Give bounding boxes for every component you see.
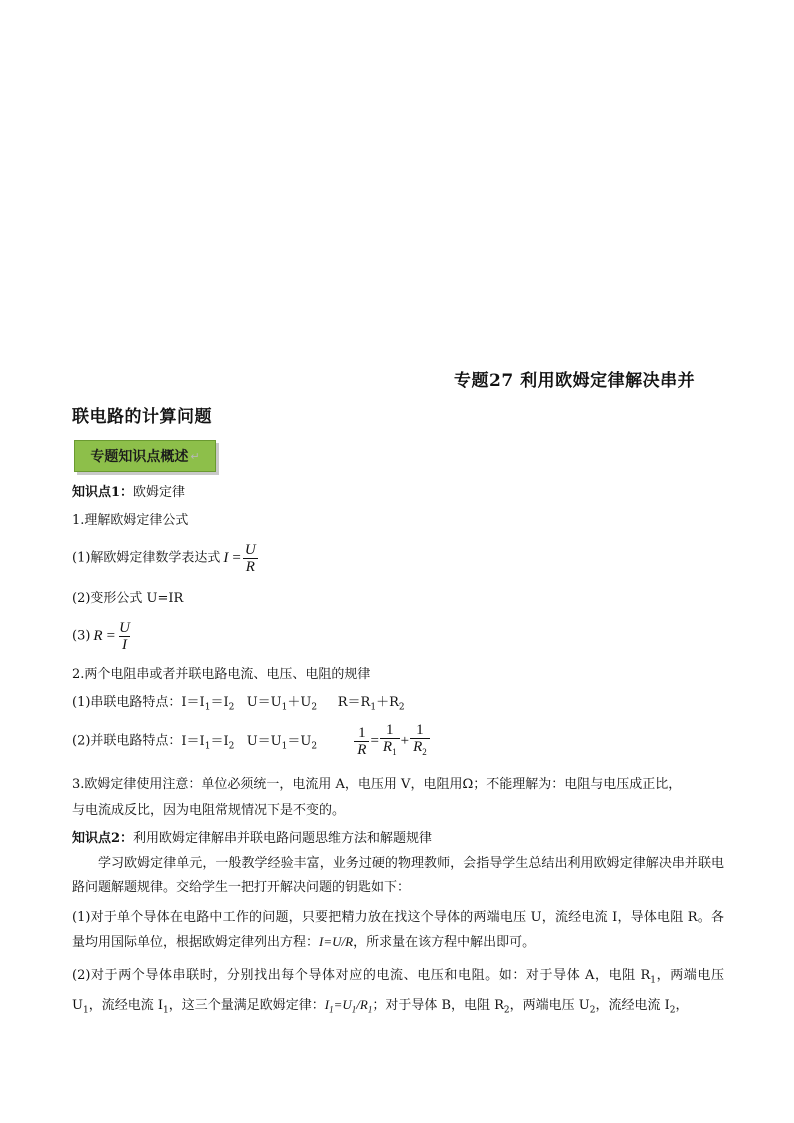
fraction-1-over-r1: $\frac{1}{R_1}$ [380, 722, 400, 760]
equals-sign: = [106, 628, 116, 644]
section-badge-label: 专题知识点概述 [90, 449, 189, 465]
document-title-line1: 专题27 利用欧姆定律解决串并 [454, 371, 696, 391]
equals-sign: = [370, 733, 379, 749]
parallel-label: (2)并联电路特点： [72, 733, 182, 749]
kp2-label: 知识点2： [72, 831, 134, 846]
kp2-point2: (2)对于两个导体串联时，分别找出每个导体对应的电流、电压和电阻。如：对于导体 A，电阻 $R_1$，两端电压 $U_1$，流经电流 $I_1$，这三个量满足欧姆定律：$I_1=U_1/R_1$；对于导体 B，电阻 $R_2$，两端电压 $U_2$，流经电流 $I_2$， [72, 968, 724, 1016]
kp1-item1: 1.理解欧姆定律公式 [72, 513, 189, 528]
series-rules [72, 694, 405, 717]
document-title-line2: 联电路的计算问题 [72, 407, 212, 427]
ohm-equation-a: $I_1=U_1/R_1$ [324, 996, 373, 1015]
series-label: (1)串联电路特点： [72, 695, 182, 710]
plus-sign: + [400, 733, 410, 749]
formula-lhs: I [223, 550, 229, 566]
formula-lhs: R [93, 628, 103, 644]
fraction-u-over-r [242, 542, 259, 575]
paragraph-mark: ↵ [190, 449, 200, 463]
kp1-label: 知识点1： [72, 485, 134, 500]
kp1-item2: 2.两个电阻串或者并联电路电流、电压、电阻的规律 [72, 667, 371, 682]
ohm-equation: I=U/R [319, 934, 354, 949]
fraction-numerator: U [119, 619, 130, 636]
parallel-voltage-rule: $U=U_1=U_2$ [246, 733, 318, 752]
series-resistance-rule: $R=R_1+R_2$ [337, 695, 405, 713]
kp1-item1c [72, 618, 133, 655]
fraction-1-over-r: $\frac{1}{R}$ [354, 725, 369, 758]
kp2-point1: (1)对于单个导体在电路中工作的问题，只要把精力放在找这个导体的两端电压 U，流经电流 I，导体电阻 R。各量均用国际单位，根据欧姆定律列出方程：I=U/R，所求量在该方程中解出即可。 [72, 910, 724, 950]
fraction-1-over-r2: $\frac{1}{R_2}$ [410, 722, 430, 760]
kp1-item1a-text: (1)解欧姆定律数学表达式 [72, 550, 221, 566]
fraction-denominator: R [243, 558, 258, 575]
kp1-text: 欧姆定律 [133, 485, 186, 500]
kp1-item1b: (2)变形公式 U=IR [72, 591, 184, 606]
fraction-numerator: U [244, 541, 256, 558]
parallel-resistance-formula [354, 722, 429, 758]
kp1-item1a [72, 540, 259, 577]
kp1-item3-line1: 3.欧姆定律使用注意：单位必须统一，电流用 A，电压用 V，电阻用Ω；不能理解为：电阻与电压成正比， [72, 777, 682, 792]
series-voltage-rule: $U=U_1+U_2$ [246, 695, 318, 713]
kp2-heading [72, 830, 432, 848]
kp2-intro: 学习欧姆定律单元，一般教学经验丰富，业务过硬的物理教师，会指导学生总结出利用欧姆定律解决串并联电路问题解题规律。交给学生一把打开解决问题的钥匙如下： [72, 856, 724, 895]
fraction-denominator: I [119, 636, 130, 653]
parallel-current-rule: $I=I_1=I_2$ [181, 733, 235, 752]
equals-sign: = [232, 550, 241, 566]
kp1-item1c-text: (3) [72, 628, 91, 644]
series-current-rule: $I=I_1=I_2$ [181, 695, 235, 713]
section-badge [74, 440, 216, 472]
parallel-rules [72, 718, 430, 769]
fraction-u-over-i [116, 620, 133, 653]
kp2-text: 利用欧姆定律解串并联电路问题思维方法和解题规律 [133, 831, 433, 846]
kp1-heading [72, 484, 185, 502]
kp1-item3-line2: 与电流成反比，因为电阻常规情况下是不变的。 [72, 803, 346, 818]
